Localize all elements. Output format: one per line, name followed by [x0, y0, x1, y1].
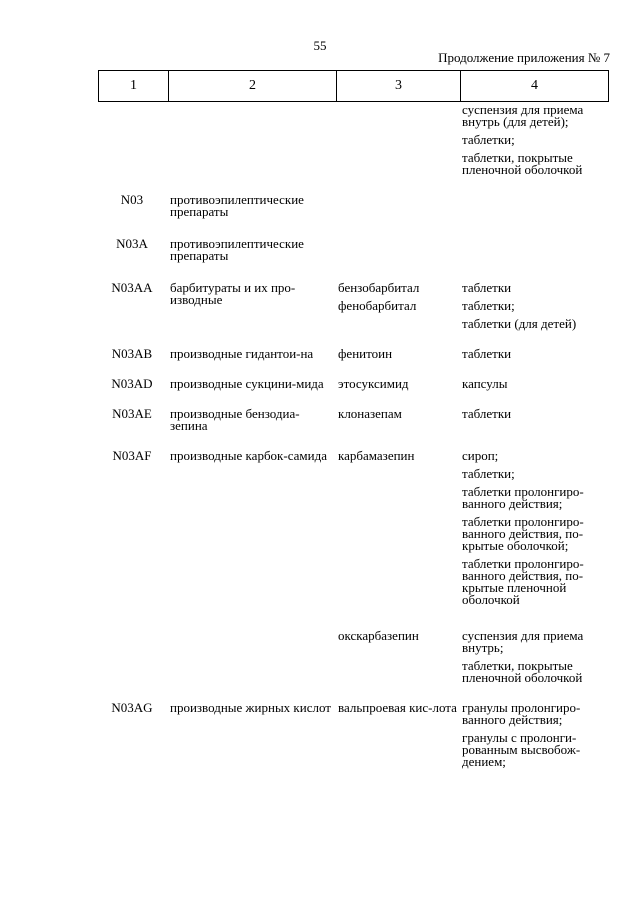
pharmacological-group: производные бензодиа-зепина	[170, 406, 300, 433]
atc-code: N03AG	[111, 700, 153, 715]
dosage-forms	[460, 348, 609, 360]
table-row	[98, 408, 609, 432]
atc-code: N03AF	[112, 448, 152, 463]
dosage-form: таблетки	[462, 346, 512, 361]
drug-name: окскарбазепин	[338, 628, 419, 643]
dosage-form: капсулы	[462, 376, 508, 391]
table-row	[98, 702, 609, 768]
drug-entry	[336, 282, 609, 294]
table-row	[98, 104, 609, 176]
column-header-1: 1	[99, 71, 169, 102]
column-header-3: 3	[337, 71, 461, 102]
table-row	[98, 348, 609, 360]
drug-entry	[336, 702, 609, 768]
column-header-4: 4	[461, 71, 609, 102]
dosage-form: таблетки, покрытые пленочной оболочкой	[462, 658, 583, 685]
dosage-form: таблетки;	[462, 298, 515, 313]
drug-entry	[336, 630, 609, 684]
drug-list	[336, 282, 609, 330]
drug-list	[336, 450, 609, 684]
dosage-form: таблетки	[462, 280, 512, 295]
dosage-form: таблетки	[462, 406, 512, 421]
pharmacological-group	[168, 104, 336, 176]
dosage-form: таблетки;	[462, 466, 515, 481]
column-header-table	[98, 70, 609, 102]
dosage-form: таблетки (для детей)	[462, 316, 577, 331]
drug-list	[336, 408, 609, 432]
dosage-form: сироп;	[462, 448, 499, 463]
drug-entry	[336, 104, 609, 176]
drug-name: клоназепам	[338, 406, 402, 421]
dosage-forms	[460, 300, 609, 330]
drug-entry	[336, 450, 609, 606]
table-row	[98, 282, 609, 330]
appendix-caption: Продолжение приложения № 7	[438, 50, 610, 65]
table-row	[98, 238, 609, 262]
dosage-form: таблетки, покрытые пленочной оболочкой	[462, 150, 583, 177]
drug-list	[336, 348, 609, 360]
drug-name: карбамазепин	[338, 448, 415, 463]
pharmacological-group: производные сукцини-мида	[170, 376, 324, 391]
dosage-form: таблетки пролонгиро-ванного действия, по-крытые пленочной оболочкой	[462, 556, 584, 607]
pharmacological-group: производные карбок-самида	[170, 448, 327, 463]
drug-list	[336, 702, 609, 768]
dosage-forms	[460, 450, 609, 606]
drug-entry	[336, 348, 609, 360]
atc-code: N03AA	[111, 280, 153, 295]
dosage-forms	[460, 378, 609, 390]
drug-entry	[336, 378, 609, 390]
drug-list	[336, 194, 609, 218]
dosage-form: гранулы пролонгиро-ванного действия;	[462, 700, 581, 727]
drug-list	[336, 238, 609, 262]
drug-entry	[336, 408, 609, 420]
dosage-forms	[460, 408, 609, 420]
dosage-form: гранулы с пролонги-рованным высвобож-дением;	[462, 730, 581, 769]
drug-name: этосуксимид	[338, 376, 409, 391]
atc-code: N03AD	[111, 376, 153, 391]
table-row	[98, 450, 609, 684]
drug-list	[336, 104, 609, 176]
atc-code: N03AB	[111, 346, 153, 361]
dosage-forms	[460, 630, 609, 684]
pharmacological-group: производные гидантои-на	[170, 346, 314, 361]
column-header-2: 2	[169, 71, 337, 102]
dosage-form: таблетки;	[462, 132, 515, 147]
dosage-forms	[460, 104, 609, 176]
dosage-forms	[460, 702, 609, 768]
dosage-form: суспензия для приема внутрь (для детей);	[462, 102, 584, 129]
drug-name: фенобарбитал	[338, 298, 417, 313]
drug-entry	[336, 300, 609, 330]
atc-code	[98, 104, 168, 176]
dosage-form: таблетки пролонгиро-ванного действия, по-крытые оболочкой;	[462, 514, 584, 553]
drug-name: бензобарбитал	[338, 280, 420, 295]
pharmacological-group: противоэпилептические препараты	[170, 192, 304, 219]
atc-code: N03	[120, 192, 144, 207]
dosage-form: таблетки пролонгиро-ванного действия;	[462, 484, 584, 511]
pharmacological-group: барбитураты и их про-изводные	[170, 280, 296, 307]
pharmacological-group: противоэпилептические препараты	[170, 236, 304, 263]
dosage-forms	[460, 282, 609, 294]
table-row	[98, 194, 609, 218]
drug-list	[336, 378, 609, 390]
page-number: 55	[313, 38, 327, 53]
drug-name: фенитоин	[338, 346, 393, 361]
drug-name	[336, 104, 460, 176]
dosage-form: суспензия для приема внутрь;	[462, 628, 584, 655]
drug-table-body	[98, 104, 609, 768]
drug-name: вальпроевая кис-лота	[338, 700, 457, 715]
pharmacological-group: производные жирных кислот	[170, 700, 331, 715]
table-row	[98, 378, 609, 390]
atc-code: N03A	[116, 236, 148, 251]
atc-code: N03AE	[112, 406, 152, 421]
